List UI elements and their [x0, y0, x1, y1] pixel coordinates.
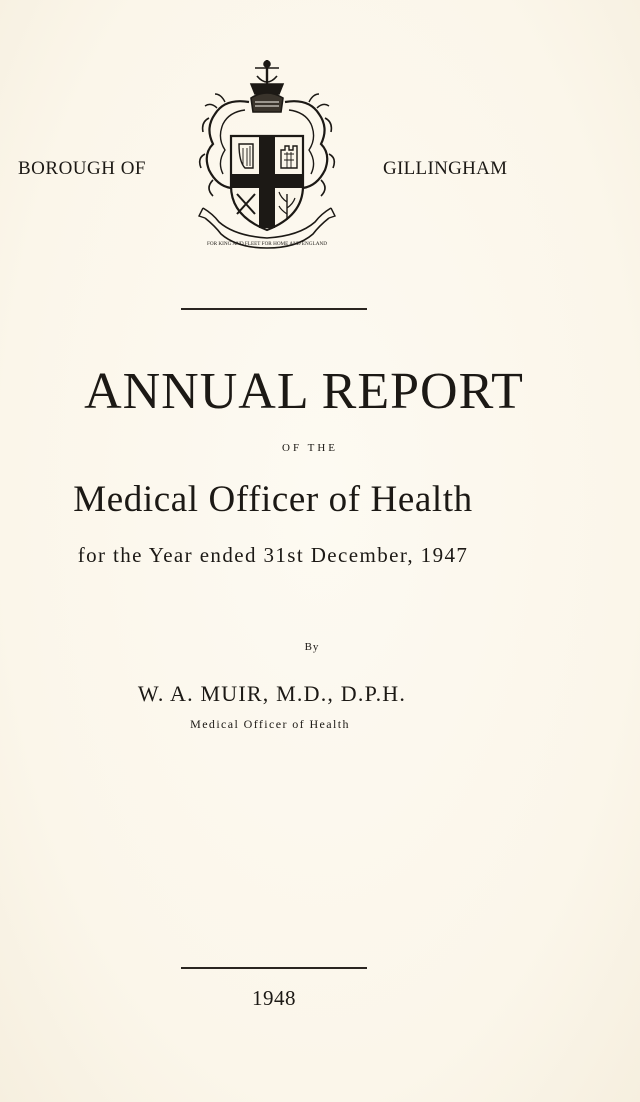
coat-of-arms-icon — [195, 58, 340, 250]
report-subtitle: Medical Officer of Health — [73, 479, 473, 520]
author-role: Medical Officer of Health — [190, 717, 350, 731]
report-title-connector: OF THE — [282, 442, 338, 454]
borough-label: BOROUGH OF — [18, 158, 146, 179]
bottom-divider — [181, 967, 367, 969]
author-name: W. A. MUIR, M.D., D.P.H. — [137, 681, 407, 706]
by-label: By — [304, 641, 320, 653]
borough-name: GILLINGHAM — [383, 158, 508, 179]
report-title: ANNUAL REPORT — [84, 363, 524, 420]
crest-motto: FOR KING AND FLEET FOR HOME AND ENGLAND — [207, 241, 327, 247]
top-divider — [181, 308, 367, 310]
publication-year: 1948 — [252, 986, 296, 1010]
report-period: for the Year ended 31st December, 1947 — [77, 543, 469, 567]
